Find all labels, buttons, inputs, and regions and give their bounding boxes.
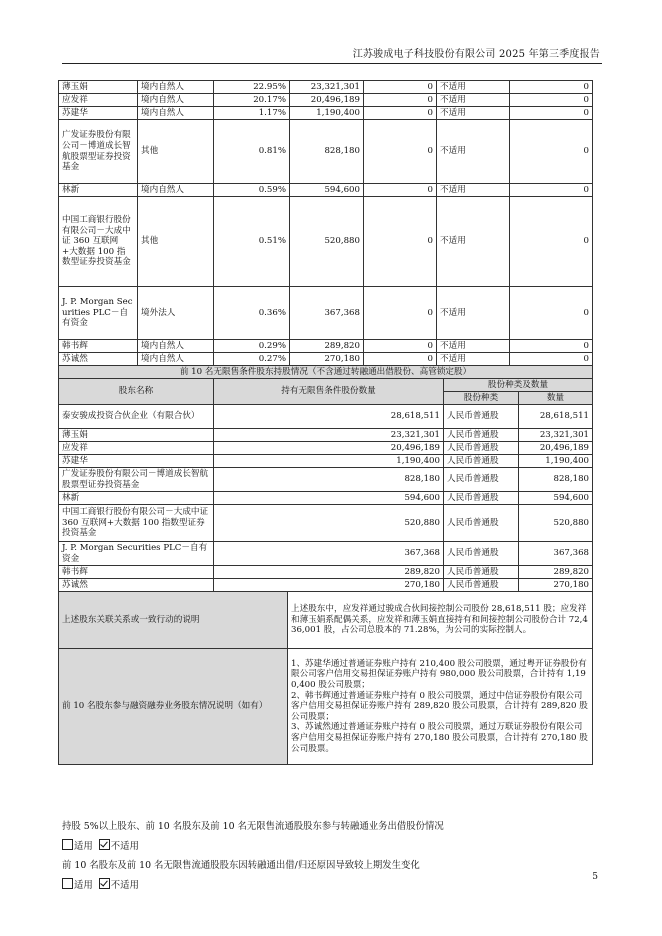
holder-name: 韩书辉 — [59, 340, 138, 353]
col-header-amount: 数量 — [519, 392, 593, 405]
holder-restricted: 0 — [364, 287, 437, 340]
holder-name: 苏建华 — [59, 107, 138, 120]
unrestricted-qty: 270,180 — [214, 579, 444, 592]
unrestricted-amount: 367,368 — [519, 542, 593, 566]
margin-line: 2、韩书辉通过普通证券账户持有 0 股公司股票，通过中信证券股份有限公司客户信用交易担保证券账户持有 289,820 股公司股票，合计持有 289,820 股公司股票； — [291, 690, 588, 722]
holder-restricted: 0 — [364, 94, 437, 107]
holder-ratio: 0.36% — [214, 287, 290, 340]
unrestricted-kind: 人民币普通股 — [444, 442, 519, 455]
holder-pledge-status: 不适用 — [437, 81, 510, 94]
col-header-name: 股东名称 — [59, 379, 214, 405]
notes-block — [62, 817, 602, 895]
holder-pledge-status: 不适用 — [437, 353, 510, 366]
holder-pledge-status: 不适用 — [437, 340, 510, 353]
unrestricted-holders-table — [58, 365, 593, 592]
holder-ratio: 0.59% — [214, 184, 290, 197]
holder-ratio: 0.29% — [214, 340, 290, 353]
unrestricted-name: 薄玉娟 — [59, 429, 214, 442]
section-title: 前 10 名无限售条件股东持股情况（不含通过转融通出借股份、高管锁定股） — [59, 366, 593, 379]
unrestricted-kind: 人民币普通股 — [444, 468, 519, 492]
holder-shares: 594,600 — [290, 184, 364, 197]
holder-ratio: 1.17% — [214, 107, 290, 120]
holder-type: 境内自然人 — [138, 94, 214, 107]
unrestricted-qty: 367,368 — [214, 542, 444, 566]
holder-type: 其他 — [138, 197, 214, 287]
holder-type: 境外法人 — [138, 287, 214, 340]
holder-name: 林新 — [59, 184, 138, 197]
holder-pledge-qty: 0 — [510, 107, 593, 120]
holder-type: 境内自然人 — [138, 81, 214, 94]
holder-ratio: 22.95% — [214, 81, 290, 94]
holder-restricted: 0 — [364, 197, 437, 287]
unrestricted-qty: 28,618,511 — [214, 405, 444, 429]
holder-name: 应发祥 — [59, 94, 138, 107]
holder-restricted: 0 — [364, 107, 437, 120]
unrestricted-amount: 594,600 — [519, 492, 593, 505]
margin-text — [288, 649, 593, 765]
related-label: 上述股东关联关系或一致行动的说明 — [59, 592, 288, 649]
table-row — [59, 353, 593, 366]
holder-pledge-status: 不适用 — [437, 184, 510, 197]
table-row — [59, 184, 593, 197]
unrestricted-qty: 828,180 — [214, 468, 444, 492]
table-row — [59, 405, 593, 429]
holder-restricted: 0 — [364, 120, 437, 184]
option-applicable-label: 适用 — [74, 840, 93, 852]
unrestricted-name: 林新 — [59, 492, 214, 505]
unrestricted-kind: 人民币普通股 — [444, 405, 519, 429]
unrestricted-amount: 828,180 — [519, 468, 593, 492]
unrestricted-kind: 人民币普通股 — [444, 429, 519, 442]
holder-pledge-qty: 0 — [510, 120, 593, 184]
holder-pledge-status: 不适用 — [437, 197, 510, 287]
col-header-kind-group: 股份种类及数量 — [444, 379, 593, 392]
holder-restricted: 0 — [364, 340, 437, 353]
unrestricted-name: 韩书辉 — [59, 566, 214, 579]
holder-pledge-qty: 0 — [510, 353, 593, 366]
holder-ratio: 0.51% — [214, 197, 290, 287]
holder-name: 薄玉娟 — [59, 81, 138, 94]
holder-type: 其他 — [138, 120, 214, 184]
unrestricted-amount: 520,880 — [519, 505, 593, 542]
margin-label: 前 10 名股东参与融资融券业务股东情况说明（如有） — [59, 649, 288, 765]
checkbox-applicable — [62, 878, 73, 889]
margin-line: 3、苏诚然通过普通证券账户持有 0 股公司股票，通过万联证券股份有限公司客户信用交易担保证券账户持有 270,180 股公司股票，合计持有 270,180 股公司股票。 — [291, 722, 588, 754]
table-row — [59, 81, 593, 94]
unrestricted-kind: 人民币普通股 — [444, 492, 519, 505]
col-header-kind: 股份种类 — [444, 392, 519, 405]
table-row — [59, 340, 593, 353]
note-lending-options — [62, 837, 602, 857]
report-header-title: 江苏骏成电子科技股份有限公司 2025 年第三季度报告 — [352, 49, 600, 60]
holder-pledge-qty: 0 — [510, 184, 593, 197]
holder-pledge-status: 不适用 — [437, 107, 510, 120]
holder-pledge-qty: 0 — [510, 287, 593, 340]
table-row — [59, 542, 593, 566]
table-row — [59, 287, 593, 340]
holder-shares: 520,880 — [290, 197, 364, 287]
unrestricted-name: 苏诚然 — [59, 579, 214, 592]
holder-type: 境内自然人 — [138, 353, 214, 366]
col-header-qty: 持有无限售条件股份数量 — [214, 379, 444, 405]
shareholder-tables — [58, 80, 592, 765]
table-row — [59, 579, 593, 592]
note-change-options — [62, 876, 602, 896]
holder-restricted: 0 — [364, 353, 437, 366]
table-row — [59, 455, 593, 468]
unrestricted-amount: 270,180 — [519, 579, 593, 592]
holder-pledge-qty: 0 — [510, 340, 593, 353]
table-row — [59, 468, 593, 492]
unrestricted-name: 苏建华 — [59, 455, 214, 468]
unrestricted-name: 中国工商银行股份有限公司－大成中证 360 互联网+大数据 100 指数型证券投资基金 — [59, 505, 214, 542]
top10-holders-table — [58, 80, 593, 366]
table-row — [59, 197, 593, 287]
table-row — [59, 442, 593, 455]
holder-type: 境内自然人 — [138, 184, 214, 197]
unrestricted-qty: 1,190,400 — [214, 455, 444, 468]
holder-shares: 289,820 — [290, 340, 364, 353]
checkbox-not-applicable-checked — [99, 839, 110, 850]
holder-shares: 20,496,189 — [290, 94, 364, 107]
holder-name: J. P. Morgan Securities PLC－自有资金 — [59, 287, 138, 340]
holder-restricted: 0 — [364, 81, 437, 94]
holder-pledge-status: 不适用 — [437, 120, 510, 184]
header-divider — [62, 63, 602, 64]
holder-type: 境内自然人 — [138, 340, 214, 353]
table-row — [59, 107, 593, 120]
checkbox-applicable — [62, 839, 73, 850]
unrestricted-kind: 人民币普通股 — [444, 542, 519, 566]
option-applicable-label: 适用 — [74, 879, 93, 891]
holder-ratio: 20.17% — [214, 94, 290, 107]
holder-ratio: 0.27% — [214, 353, 290, 366]
unrestricted-amount: 28,618,511 — [519, 405, 593, 429]
unrestricted-amount: 1,190,400 — [519, 455, 593, 468]
unrestricted-qty: 520,880 — [214, 505, 444, 542]
table-row — [59, 94, 593, 107]
unrestricted-amount: 289,820 — [519, 566, 593, 579]
unrestricted-qty: 594,600 — [214, 492, 444, 505]
table-row — [59, 429, 593, 442]
holder-restricted: 0 — [364, 184, 437, 197]
option-not-applicable-label: 不适用 — [110, 840, 139, 852]
unrestricted-qty: 20,496,189 — [214, 442, 444, 455]
unrestricted-kind: 人民币普通股 — [444, 566, 519, 579]
note-change-question: 前 10 名股东及前 10 名无限售流通股股东因转融通出借/归还原因导致较上期发生变化 — [62, 860, 420, 871]
holder-pledge-qty: 0 — [510, 81, 593, 94]
unrestricted-kind: 人民币普通股 — [444, 505, 519, 542]
holder-pledge-qty: 0 — [510, 197, 593, 287]
option-not-applicable-label: 不适用 — [110, 879, 139, 891]
holder-shares: 23,321,301 — [290, 81, 364, 94]
table-row — [59, 492, 593, 505]
checkbox-not-applicable-checked — [99, 878, 110, 889]
unrestricted-kind: 人民币普通股 — [444, 579, 519, 592]
unrestricted-qty: 23,321,301 — [214, 429, 444, 442]
unrestricted-amount: 23,321,301 — [519, 429, 593, 442]
unrestricted-name: 泰安骏成投资合伙企业（有限合伙） — [59, 405, 214, 429]
holder-pledge-status: 不适用 — [437, 94, 510, 107]
unrestricted-name: J. P. Morgan Securities PLC－自有资金 — [59, 542, 214, 566]
unrestricted-name: 应发祥 — [59, 442, 214, 455]
unrestricted-qty: 289,820 — [214, 566, 444, 579]
related-text: 上述股东中，应发祥通过骏成合伙间接控制公司股份 28,618,511 股；应发祥和薄玉娟系配偶关系，应发祥和薄玉娟直接持有和间接控制公司股份合计 72,436,001 股，占公司总股本的 71.28%，为公司的实际控制人。 — [288, 592, 593, 649]
holder-pledge-status: 不适用 — [437, 287, 510, 340]
holder-shares: 367,368 — [290, 287, 364, 340]
holder-type: 境内自然人 — [138, 107, 214, 120]
explanations-table — [58, 591, 593, 765]
holder-shares: 1,190,400 — [290, 107, 364, 120]
holder-name: 苏诚然 — [59, 353, 138, 366]
unrestricted-kind: 人民币普通股 — [444, 455, 519, 468]
unrestricted-name: 广发证券股份有限公司－博道成长智航股票型证券投资基金 — [59, 468, 214, 492]
note-lending-question: 持股 5%以上股东、前 10 名股东及前 10 名无限售流通股股东参与转融通业务出借股份情况 — [62, 821, 444, 832]
table-row — [59, 120, 593, 184]
table-row — [59, 566, 593, 579]
page-number: 5 — [592, 872, 598, 882]
holder-name: 中国工商银行股份有限公司－大成中证 360 互联网+大数据 100 指数型证券投资基金 — [59, 197, 138, 287]
table-row — [59, 505, 593, 542]
unrestricted-amount: 20,496,189 — [519, 442, 593, 455]
holder-shares: 270,180 — [290, 353, 364, 366]
holder-ratio: 0.81% — [214, 120, 290, 184]
holder-shares: 828,180 — [290, 120, 364, 184]
margin-line: 1、苏建华通过普通证券账户持有 210,400 股公司股票，通过粤开证券股份有限公司客户信用交易担保证券账户持有 980,000 股公司股票，合计持有 1,190,400 股公司股票； — [291, 658, 587, 691]
holder-name: 广发证券股份有限公司－博道成长智航股票型证券投资基金 — [59, 120, 138, 184]
holder-pledge-qty: 0 — [510, 94, 593, 107]
